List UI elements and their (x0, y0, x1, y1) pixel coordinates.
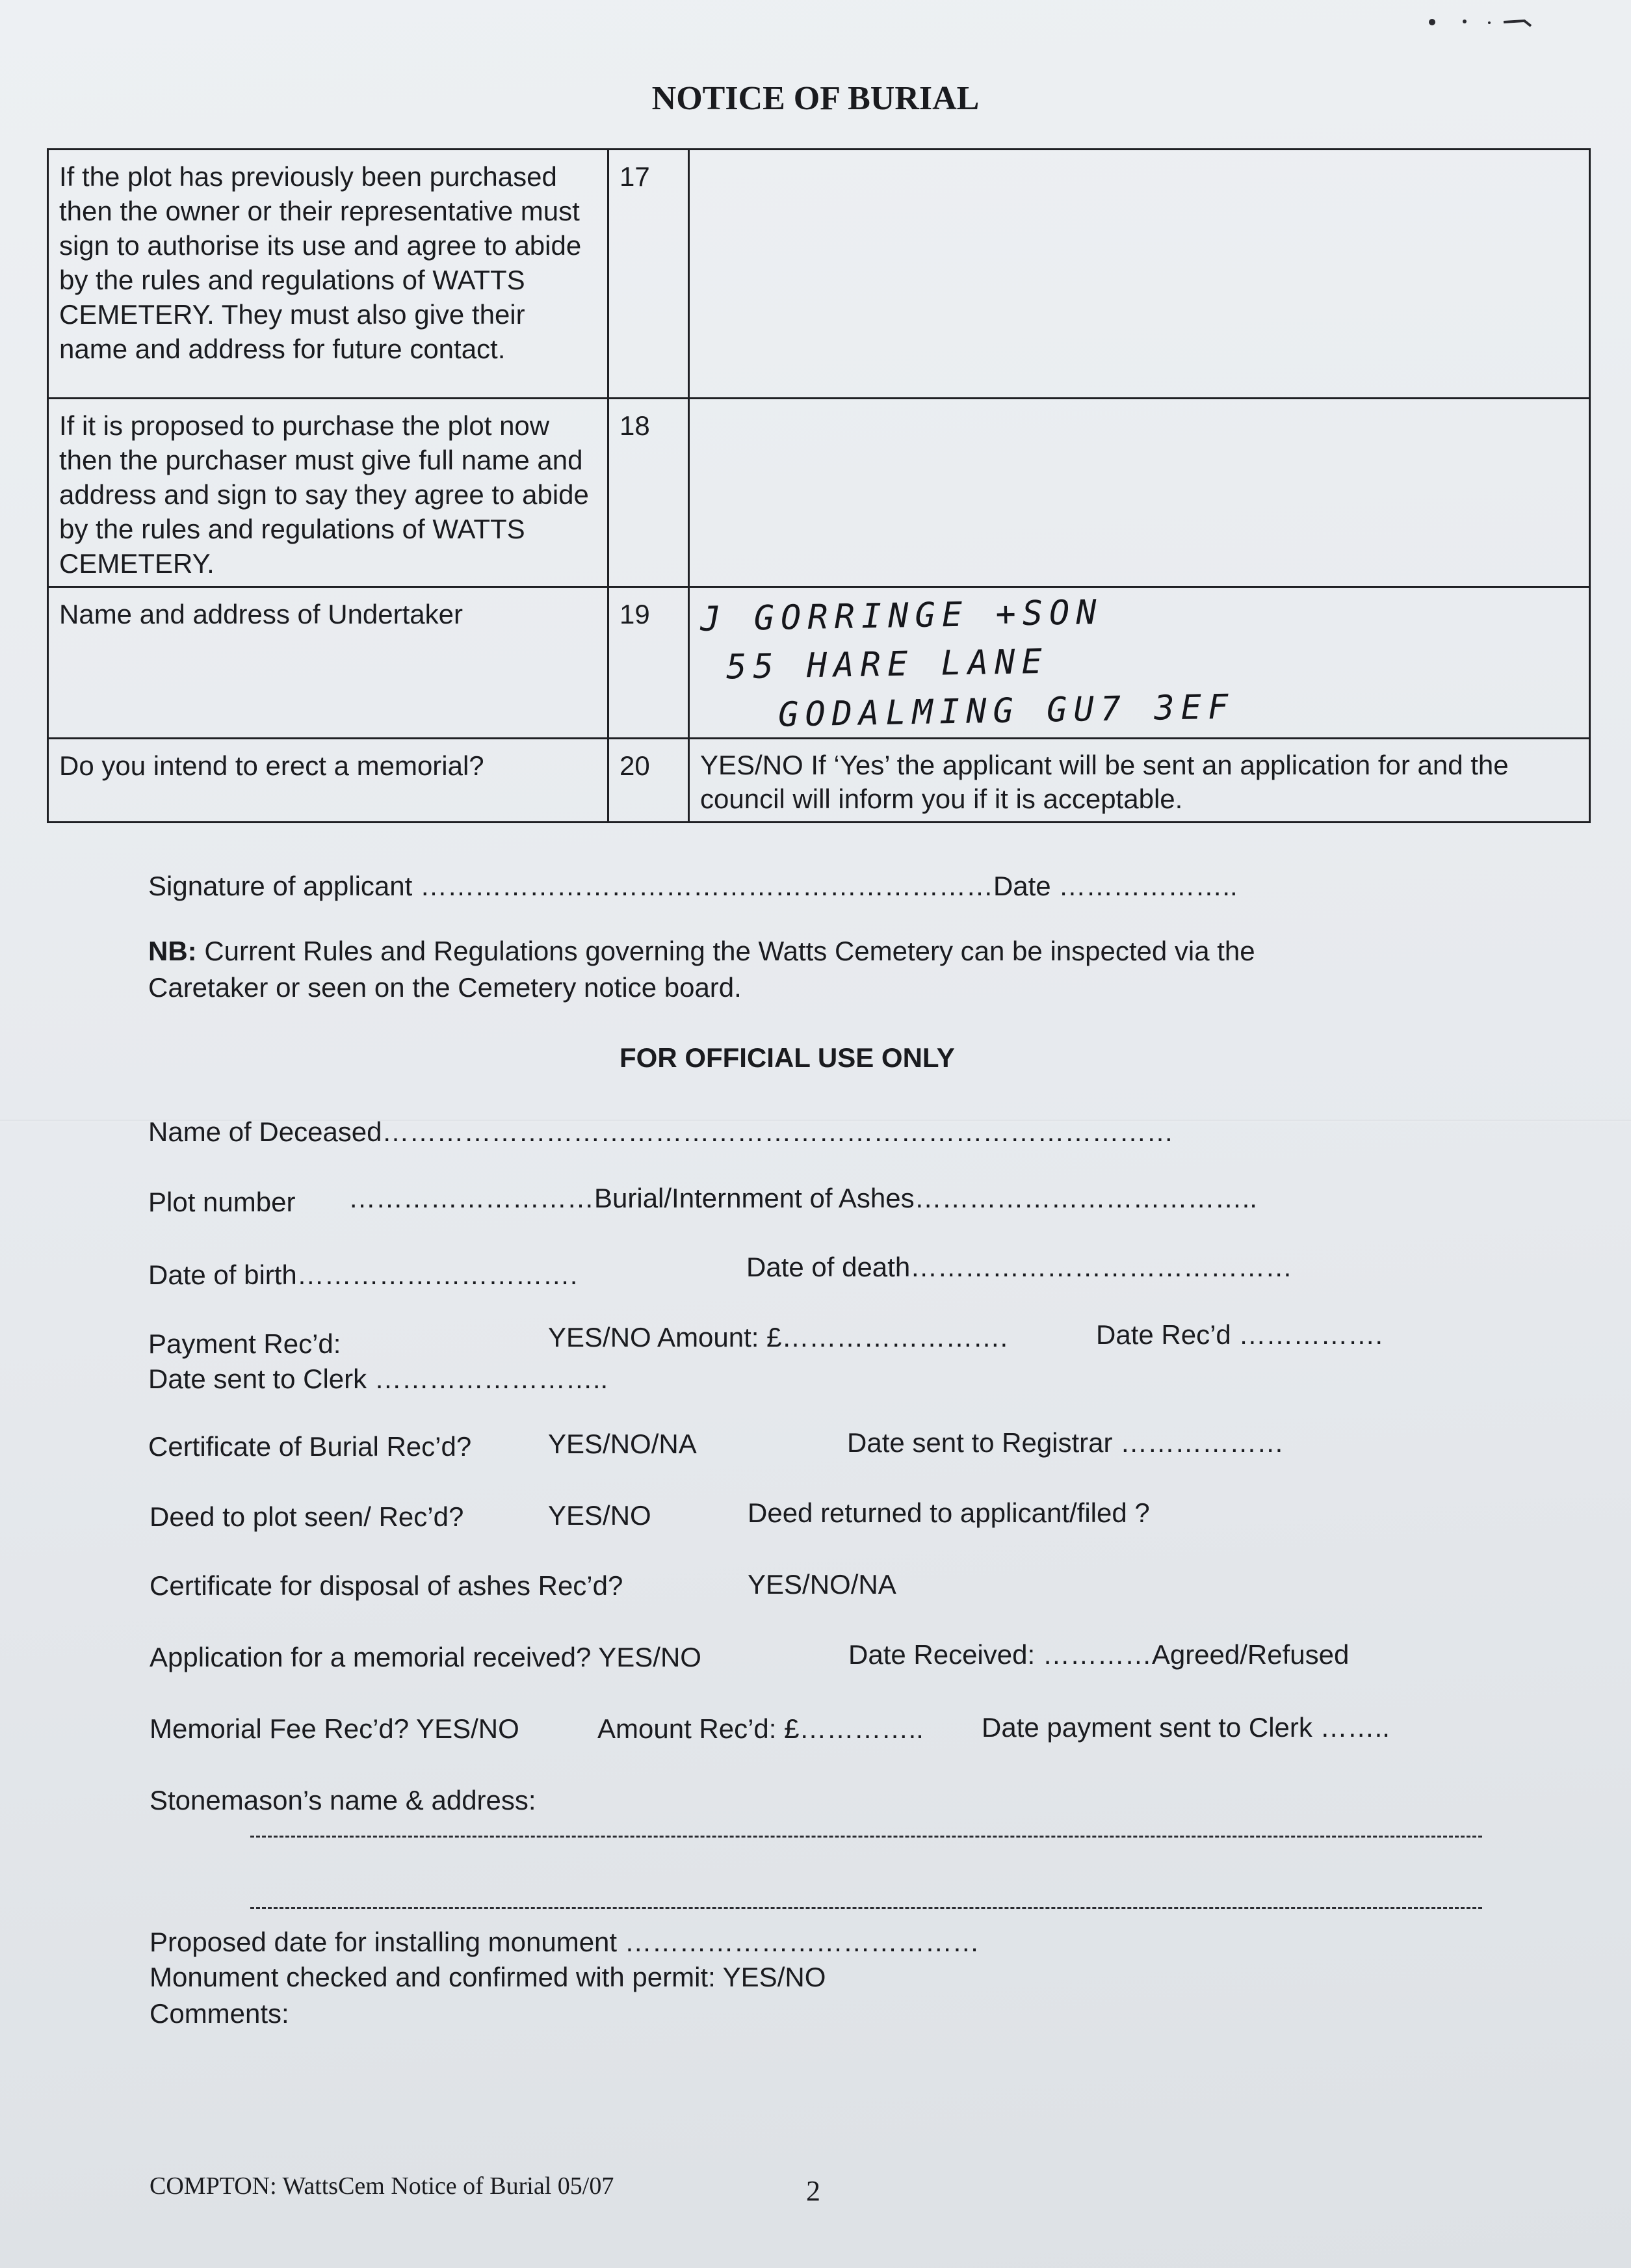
payment-date-field[interactable]: Date Rec’d ……………. (1096, 1319, 1383, 1350)
stonemason-line-1[interactable] (250, 1836, 1482, 1838)
memorial-fee-field[interactable]: Memorial Fee Rec’d? YES/NO (150, 1713, 519, 1744)
stonemason-label: Stonemason’s name & address: (150, 1785, 536, 1815)
undertaker-field[interactable] (689, 587, 1590, 739)
plot-burial-field[interactable]: ………………………Burial/Internment of Ashes……………………………….. (348, 1183, 1257, 1213)
monument-check-field[interactable]: Monument checked and confirmed with permit: YES/NO (150, 1962, 826, 1992)
deceased-name-field[interactable]: Name of Deceased…………………………………………………………………………… (148, 1116, 1174, 1147)
installation-date-field[interactable]: Proposed date for installing monument ………………………………… (150, 1927, 980, 1957)
row-number: 18 (608, 399, 689, 587)
purchaser-details-field[interactable] (689, 399, 1590, 587)
ashes-certificate-label: Certificate for disposal of ashes Rec’d? (150, 1570, 623, 1601)
form-title: NOTICE OF BURIAL (651, 80, 980, 117)
deed-returned-label: Deed returned to applicant/filed ? (748, 1497, 1150, 1528)
memorial-intent-field[interactable]: YES/NO If ‘Yes’ the applicant will be sent an application for and the council will inform you if it is acceptable. (689, 739, 1590, 823)
owner-signature-field[interactable] (689, 150, 1590, 399)
handwritten-line: 55 HARE LANE (725, 642, 1049, 687)
row-number: 17 (608, 150, 689, 399)
table-row (48, 399, 1590, 587)
table-row (48, 150, 1590, 399)
burial-certificate-options[interactable]: YES/NO/NA (548, 1429, 697, 1459)
row-label: Name and address of Undertaker (48, 587, 608, 739)
nb-prefix: NB: (148, 936, 197, 966)
handwritten-line: GODALMING GU7 3EF (777, 687, 1235, 735)
nb-text: Current Rules and Regulations governing the Watts Cemetery can be inspected via the (196, 936, 1255, 966)
deed-options[interactable]: YES/NO (548, 1500, 651, 1531)
burial-certificate-label: Certificate of Burial Rec’d? (148, 1431, 472, 1462)
date-received-field[interactable]: Date Received: …………Agreed/Refused (848, 1639, 1350, 1670)
memorial-application-field[interactable]: Application for a memorial received? YES/NO (150, 1642, 701, 1672)
nb-note (148, 934, 1255, 969)
sent-to-clerk-field[interactable]: Date sent to Clerk …………………….. (148, 1364, 608, 1394)
row-label: If it is proposed to purchase the plot now then the purchaser must give full name and address and sign to say they agree to abide by the rules and regulations of WATTS CEMETERY. (48, 399, 608, 587)
registrar-date-field[interactable]: Date sent to Registrar ……………… (847, 1427, 1285, 1458)
nb-note-line2: Caretaker or seen on the Cemetery notice board. (148, 972, 742, 1003)
ashes-certificate-options[interactable]: YES/NO/NA (748, 1569, 896, 1600)
payment-label: Payment Rec’d: (148, 1328, 341, 1359)
stonemason-line-2[interactable] (250, 1907, 1482, 1909)
burial-details-table (47, 148, 1591, 823)
row-number: 20 (608, 739, 689, 823)
row-label: If the plot has previously been purchased then the owner or their representative must sign to authorise its use and agree to abide by the rules and regulations of WATTS CEMETERY. They must also give their name and address for future contact. (48, 150, 608, 399)
payment-amount-field[interactable]: YES/NO Amount: £……………………. (548, 1322, 1008, 1352)
comments-label: Comments: (150, 1998, 289, 2029)
deed-label: Deed to plot seen/ Rec’d? (150, 1501, 464, 1532)
official-use-heading: FOR OFFICIAL USE ONLY (620, 1042, 955, 1073)
date-of-death-field[interactable]: Date of death…………………………………… (746, 1252, 1293, 1282)
row-number: 19 (608, 587, 689, 739)
payment-to-clerk-field[interactable]: Date payment sent to Clerk …….. (982, 1712, 1390, 1743)
table-row (48, 739, 1590, 823)
plot-number-label: Plot number (148, 1187, 296, 1217)
footer-reference: COMPTON: WattsCem Notice of Burial 05/07 (150, 2172, 614, 2200)
table-row (48, 587, 1590, 739)
handwritten-line: J GORRINGE +SON (699, 592, 1104, 639)
date-of-birth-field[interactable]: Date of birth…………………………. (148, 1259, 578, 1290)
ink-specks-icon (1427, 14, 1537, 29)
signature-line[interactable]: Signature of applicant ………………………………………………………Date ……………….. (148, 871, 1238, 901)
amount-received-field[interactable]: Amount Rec’d: £………….. (597, 1713, 924, 1744)
row-label: Do you intend to erect a memorial? (48, 739, 608, 823)
page-number: 2 (806, 2175, 820, 2207)
